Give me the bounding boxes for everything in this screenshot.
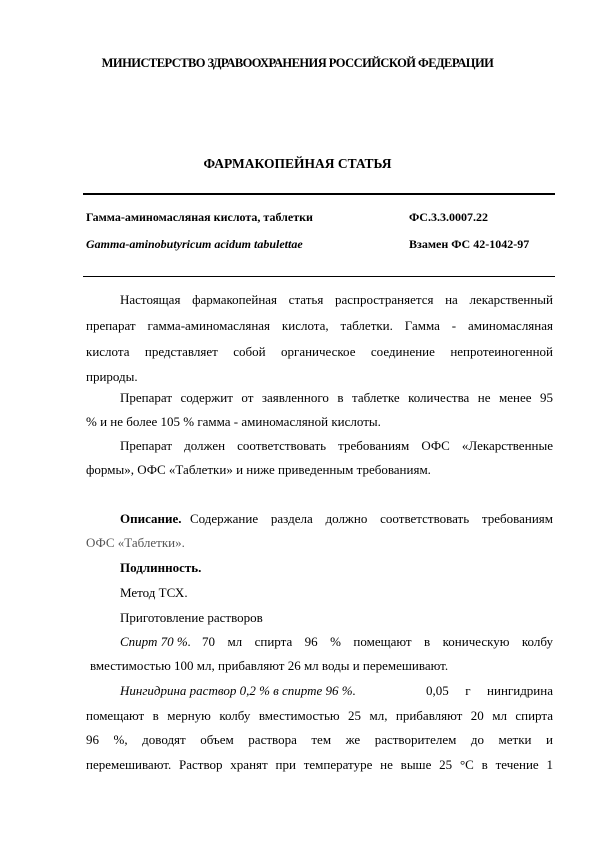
description-label bbox=[120, 511, 182, 527]
identity-prep: Приготовление растворов bbox=[120, 610, 263, 625]
bottom-rule bbox=[83, 276, 555, 277]
intro-p1-line3: кислота представляет собой органическое соединение непротеиногенной bbox=[86, 344, 553, 359]
description-label-text: Описание. bbox=[120, 511, 182, 526]
monograph-code: ФС.3.3.0007.22 bbox=[409, 210, 488, 224]
spirit-label: Спирт 70 %. bbox=[120, 634, 191, 649]
ninhydrin-line3: 96 %, доводят объем раствора тем же растворителем до метки и bbox=[86, 732, 553, 747]
ninhydrin-line2: помещают в мерную колбу вместимостью 25 мл, прибавляют 20 мл спирта bbox=[86, 708, 553, 723]
ninhydrin-line1: 0,05 г нингидрина bbox=[426, 683, 553, 698]
intro-p1-line4: природы. bbox=[86, 369, 138, 384]
ninhydrin-line4: перемешивают. Раствор хранят при температуре не выше 25 °С в течение 1 bbox=[86, 757, 553, 772]
intro-p2-line2: % и не более 105 % гамма - аминомасляной кислоты. bbox=[86, 414, 381, 429]
intro-p1-line1: Настоящая фармакопейная статья распространяется на лекарственный bbox=[120, 292, 553, 307]
document-title: ФАРМАКОПЕЙНАЯ СТАТЬЯ bbox=[203, 156, 392, 171]
drug-name-ru: Гамма-аминомасляная кислота, таблетки bbox=[86, 210, 313, 224]
intro-p1-line2: препарат гамма-аминомасляная кислота, таблетки. Гамма - аминомасляная bbox=[86, 318, 553, 333]
intro-p3-line2: формы», ОФС «Таблетки» и ниже приведенным требованиям. bbox=[86, 462, 431, 477]
spirit-line2: вместимостью 100 мл, прибавляют 26 мл воды и перемешивают. bbox=[90, 658, 449, 673]
replaces-code: Взамен ФС 42-1042-97 bbox=[409, 237, 530, 251]
ministry-heading: МИНИСТЕРСТВО ЗДРАВООХРАНЕНИЯ РОССИЙСКОЙ ФЕДЕРАЦИИ bbox=[101, 56, 494, 70]
description-line1: Содержание раздела должно соответствовать требованиям bbox=[190, 511, 553, 526]
drug-name-lat: Gamma-aminobutyricum acidum tabulettae bbox=[86, 237, 303, 251]
description-line2: ОФС «Таблетки». bbox=[86, 535, 185, 550]
top-rule bbox=[83, 193, 555, 195]
ninhydrin-label: Нингидрина раствор 0,2 % в спирте 96 %. bbox=[120, 683, 356, 698]
intro-p3-line1: Препарат должен соответствовать требованиям ОФС «Лекарственные bbox=[120, 438, 553, 453]
identity-method: Метод ТСХ. bbox=[120, 585, 188, 600]
identity-label: Подлинность. bbox=[120, 560, 202, 575]
intro-p2-line1: Препарат содержит от заявленного в таблетке количества не менее 95 bbox=[120, 390, 553, 405]
spirit-line1: 70 мл спирта 96 % помещают в коническую колбу bbox=[202, 634, 553, 649]
